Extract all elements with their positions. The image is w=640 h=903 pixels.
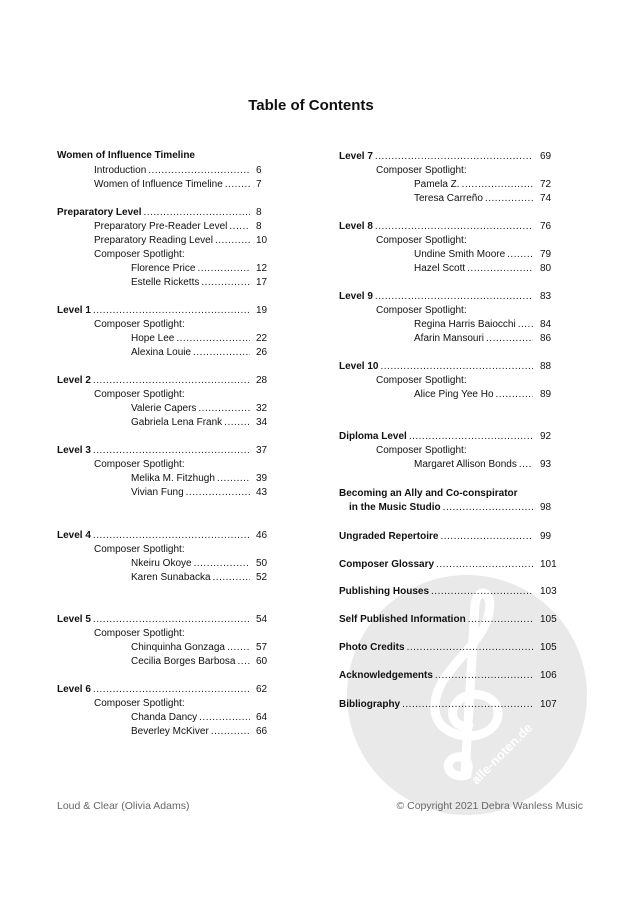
toc-page-number: 60: [256, 656, 268, 667]
toc-entry-label: Publishing Houses: [339, 586, 430, 597]
toc-entry-label: Hazel Scott: [414, 263, 466, 274]
toc-entry-label: Composer Spotlight:: [376, 445, 467, 456]
toc-entry-label: Composer Spotlight:: [94, 698, 185, 709]
toc-entry-label: Level 6: [57, 684, 91, 695]
toc-entry-label: Vivian Fung: [131, 487, 184, 498]
watermark: [347, 575, 587, 815]
dot-leader: [93, 304, 250, 318]
dot-leader: [144, 206, 251, 220]
toc-entry-label: Hope Lee: [131, 333, 175, 344]
dot-leader: [431, 585, 533, 599]
toc-page-number: 88: [540, 361, 552, 372]
toc-page-number: 26: [256, 347, 268, 358]
toc-entry-label: Composer Spotlight:: [376, 235, 467, 246]
toc-entry: [131, 571, 250, 585]
dot-leader: [507, 248, 533, 262]
toc-entry: [131, 486, 250, 500]
toc-page-number: 99: [540, 531, 552, 542]
toc-entry: [94, 164, 250, 178]
toc-entry-label: Photo Credits: [339, 642, 405, 653]
toc-entry-label: Acknowledgements: [339, 670, 433, 681]
dot-leader: [148, 164, 250, 178]
toc-entry: [131, 332, 250, 346]
toc-page-number: 72: [540, 179, 552, 190]
toc-entry: [339, 430, 533, 444]
toc-entry-label: Alexina Louie: [131, 347, 192, 358]
toc-entry: [339, 613, 533, 627]
toc-entry: [339, 220, 533, 234]
toc-entry-label: Self Published Information: [339, 614, 466, 625]
dot-leader: [199, 711, 250, 725]
toc-page-number: 105: [540, 642, 557, 653]
dot-leader: [407, 641, 533, 655]
toc-entry: [131, 262, 250, 276]
toc-entry: [57, 613, 250, 627]
toc-entry: [131, 655, 250, 669]
toc-page-number: 46: [256, 530, 268, 541]
toc-entry: [131, 402, 250, 416]
toc-entry: [94, 234, 250, 248]
dot-leader: [238, 655, 251, 669]
toc-entry: [131, 472, 250, 486]
toc-entry-label: Introduction: [94, 165, 147, 176]
toc-entry: [94, 697, 185, 711]
toc-entry-label: Level 8: [339, 221, 373, 232]
dot-leader: [443, 501, 533, 515]
dot-leader: [375, 290, 533, 304]
toc-entry-label: Level 1: [57, 305, 91, 316]
toc-entry: [131, 557, 250, 571]
dot-leader: [217, 472, 250, 486]
dot-leader: [435, 669, 533, 683]
toc-page-number: 37: [256, 445, 268, 456]
toc-page-number: 8: [256, 221, 262, 232]
toc-page-number: 57: [256, 642, 268, 653]
dot-leader: [468, 613, 533, 627]
toc-entry-label: Composer Glossary: [339, 559, 435, 570]
dot-leader: [193, 346, 250, 360]
toc-page-number: 39: [256, 473, 268, 484]
toc-entry-label: Composer Spotlight:: [94, 249, 185, 260]
toc-page-number: 80: [540, 263, 552, 274]
toc-entry: [339, 669, 533, 683]
toc-entry-label: Composer Spotlight:: [376, 305, 467, 316]
toc-entry-label: Preparatory Pre-Reader Level: [94, 221, 228, 232]
toc-page-number: 22: [256, 333, 268, 344]
toc-page-number: 83: [540, 291, 552, 302]
dot-leader: [201, 276, 250, 290]
toc-entry-label: Pamela Z.: [414, 179, 460, 190]
toc-entry: [94, 543, 185, 557]
toc-page-number: 92: [540, 431, 552, 442]
toc-entry-label: Afarin Mansouri: [414, 333, 485, 344]
footer-left: Loud & Clear (Olivia Adams): [57, 800, 190, 812]
toc-entry: [57, 683, 250, 697]
toc-entry: [57, 149, 195, 163]
toc-entry-label: Composer Spotlight:: [94, 628, 185, 639]
toc-entry: [131, 416, 250, 430]
toc-entry: [131, 725, 250, 739]
toc-entry: [339, 487, 518, 501]
toc-page-number: 69: [540, 151, 552, 162]
toc-entry: [57, 374, 250, 388]
dot-leader: [496, 388, 533, 402]
toc-entry-label: Composer Spotlight:: [94, 459, 185, 470]
dot-leader: [93, 444, 250, 458]
toc-entry: [57, 206, 250, 220]
dot-leader: [229, 220, 250, 234]
toc-entry-label: Teresa Carreño: [414, 193, 483, 204]
toc-entry-label: Level 10: [339, 361, 379, 372]
toc-page-number: 89: [540, 389, 552, 400]
toc-entry-label: Bibliography: [339, 699, 401, 710]
toc-page-number: 101: [540, 559, 557, 570]
dot-leader: [225, 178, 250, 192]
dot-leader: [375, 150, 533, 164]
toc-page-number: 66: [256, 726, 268, 737]
toc-entry-label: Level 3: [57, 445, 91, 456]
toc-page-number: 34: [256, 417, 268, 428]
toc-entry-label: Level 7: [339, 151, 373, 162]
toc-entry: [339, 698, 533, 712]
toc-page-number: 103: [540, 586, 557, 597]
toc-entry: [376, 304, 467, 318]
toc-entry-label: Preparatory Reading Level: [94, 235, 213, 246]
toc-entry: [131, 276, 250, 290]
toc-page-number: 107: [540, 699, 557, 710]
dot-leader: [213, 571, 250, 585]
toc-entry: [414, 332, 533, 346]
toc-entry-label: Alice Ping Yee Ho: [414, 389, 494, 400]
toc-entry: [131, 641, 250, 655]
dot-leader: [486, 332, 533, 346]
toc-entry-label: Gabriela Lena Frank: [131, 417, 223, 428]
toc-entry: [349, 501, 533, 515]
dot-leader: [197, 262, 250, 276]
toc-page-number: 106: [540, 670, 557, 681]
toc-entry: [94, 178, 250, 192]
dot-leader: [93, 683, 250, 697]
toc-page-number: 6: [256, 165, 262, 176]
toc-entry-label: Nkeiru Okoye: [131, 558, 192, 569]
toc-entry: [339, 558, 533, 572]
toc-entry: [94, 318, 185, 332]
dot-leader: [186, 486, 250, 500]
toc-entry: [376, 374, 467, 388]
toc-entry-label: Melika M. Fitzhugh: [131, 473, 215, 484]
toc-page-number: 79: [540, 249, 552, 260]
toc-entry: [131, 346, 250, 360]
toc-entry-label: Chanda Dancy: [131, 712, 198, 723]
page-title: Table of Contents: [248, 97, 374, 114]
toc-page-number: 8: [256, 207, 262, 218]
toc-page-number: 84: [540, 319, 552, 330]
dot-leader: [518, 318, 533, 332]
footer-right: © Copyright 2021 Debra Wanless Music: [396, 800, 583, 812]
toc-entry-label: Composer Spotlight:: [376, 375, 467, 386]
toc-entry: [131, 711, 250, 725]
dot-leader: [93, 374, 250, 388]
toc-entry-label: Composer Spotlight:: [94, 544, 185, 555]
toc-entry: [94, 220, 250, 234]
toc-page-number: 93: [540, 459, 552, 470]
dot-leader: [462, 178, 533, 192]
dot-leader: [402, 698, 533, 712]
toc-entry-label: Chinquinha Gonzaga: [131, 642, 225, 653]
toc-entry: [376, 234, 467, 248]
toc-entry: [94, 627, 185, 641]
dot-leader: [409, 430, 533, 444]
toc-page-number: 74: [540, 193, 552, 204]
toc-entry: [414, 262, 533, 276]
toc-page-number: 50: [256, 558, 268, 569]
dot-leader: [215, 234, 250, 248]
toc-page-number: 17: [256, 277, 268, 288]
toc-entry: [339, 360, 533, 374]
toc-entry: [94, 388, 185, 402]
toc-page-number: 54: [256, 614, 268, 625]
toc-entry: [339, 530, 533, 544]
dot-leader: [211, 725, 250, 739]
toc-page-number: 105: [540, 614, 557, 625]
toc-entry-label: Margaret Allison Bonds: [414, 459, 517, 470]
toc-entry-label: Karen Sunabacka: [131, 572, 211, 583]
toc-entry: [376, 444, 467, 458]
toc-page-number: 98: [540, 502, 552, 513]
dot-leader: [436, 558, 533, 572]
toc-page-number: 52: [256, 572, 268, 583]
toc-page-number: 76: [540, 221, 552, 232]
toc-entry-label: Composer Spotlight:: [376, 165, 467, 176]
toc-entry-label: Diploma Level: [339, 431, 407, 442]
toc-entry: [57, 304, 250, 318]
toc-entry: [94, 248, 185, 262]
toc-entry: [339, 290, 533, 304]
toc-entry-label: Composer Spotlight:: [94, 389, 185, 400]
toc-entry-label: Women of Influence Timeline: [57, 150, 195, 161]
toc-entry-label: Women of Influence Timeline: [94, 179, 223, 190]
toc-entry: [414, 192, 533, 206]
toc-page-number: 10: [256, 235, 268, 246]
watermark-text: alle-noten.de: [467, 719, 536, 788]
toc-page-number: 43: [256, 487, 268, 498]
toc-entry-label: Beverley McKiver: [131, 726, 209, 737]
dot-leader: [227, 641, 250, 655]
toc-entry-label: in the Music Studio: [349, 502, 441, 513]
toc-entry-label: Cecilia Borges Barbosa: [131, 656, 236, 667]
dot-leader: [467, 262, 533, 276]
toc-page-number: 32: [256, 403, 268, 414]
dot-leader: [194, 557, 250, 571]
toc-entry-label: Level 4: [57, 530, 91, 541]
toc-entry: [94, 458, 185, 472]
toc-page-number: 28: [256, 375, 268, 386]
toc-page-number: 62: [256, 684, 268, 695]
toc-entry: [339, 585, 533, 599]
toc-entry-label: Becoming an Ally and Co-conspirator: [339, 488, 518, 499]
toc-page-number: 7: [256, 179, 262, 190]
dot-leader: [380, 360, 533, 374]
toc-entry: [339, 150, 533, 164]
toc-entry-label: Ungraded Repertoire: [339, 531, 439, 542]
toc-entry: [57, 444, 250, 458]
toc-entry-label: Level 2: [57, 375, 91, 386]
dot-leader: [519, 458, 533, 472]
toc-entry: [414, 248, 533, 262]
toc-entry: [414, 318, 533, 332]
dot-leader: [375, 220, 533, 234]
dot-leader: [93, 529, 250, 543]
toc-entry-label: Regina Harris Baiocchi: [414, 319, 516, 330]
toc-entry-label: Composer Spotlight:: [94, 319, 185, 330]
dot-leader: [485, 192, 533, 206]
toc-entry-label: Florence Price: [131, 263, 196, 274]
toc-entry-label: Valerie Capers: [131, 403, 197, 414]
toc-entry-label: Preparatory Level: [57, 207, 142, 218]
toc-page-number: 64: [256, 712, 268, 723]
dot-leader: [440, 530, 533, 544]
toc-entry: [414, 458, 533, 472]
dot-leader: [93, 613, 250, 627]
toc-entry: [414, 388, 533, 402]
toc-entry-label: Undine Smith Moore: [414, 249, 506, 260]
toc-page-number: 12: [256, 263, 268, 274]
toc-entry-label: Estelle Ricketts: [131, 277, 200, 288]
dot-leader: [198, 402, 250, 416]
toc-entry: [376, 164, 467, 178]
toc-entry: [339, 641, 533, 655]
dot-leader: [224, 416, 250, 430]
toc-entry: [57, 529, 250, 543]
toc-page-number: 19: [256, 305, 268, 316]
dot-leader: [176, 332, 250, 346]
toc-entry-label: Level 9: [339, 291, 373, 302]
toc-entry-label: Level 5: [57, 614, 91, 625]
toc-entry: [414, 178, 533, 192]
toc-page-number: 86: [540, 333, 552, 344]
